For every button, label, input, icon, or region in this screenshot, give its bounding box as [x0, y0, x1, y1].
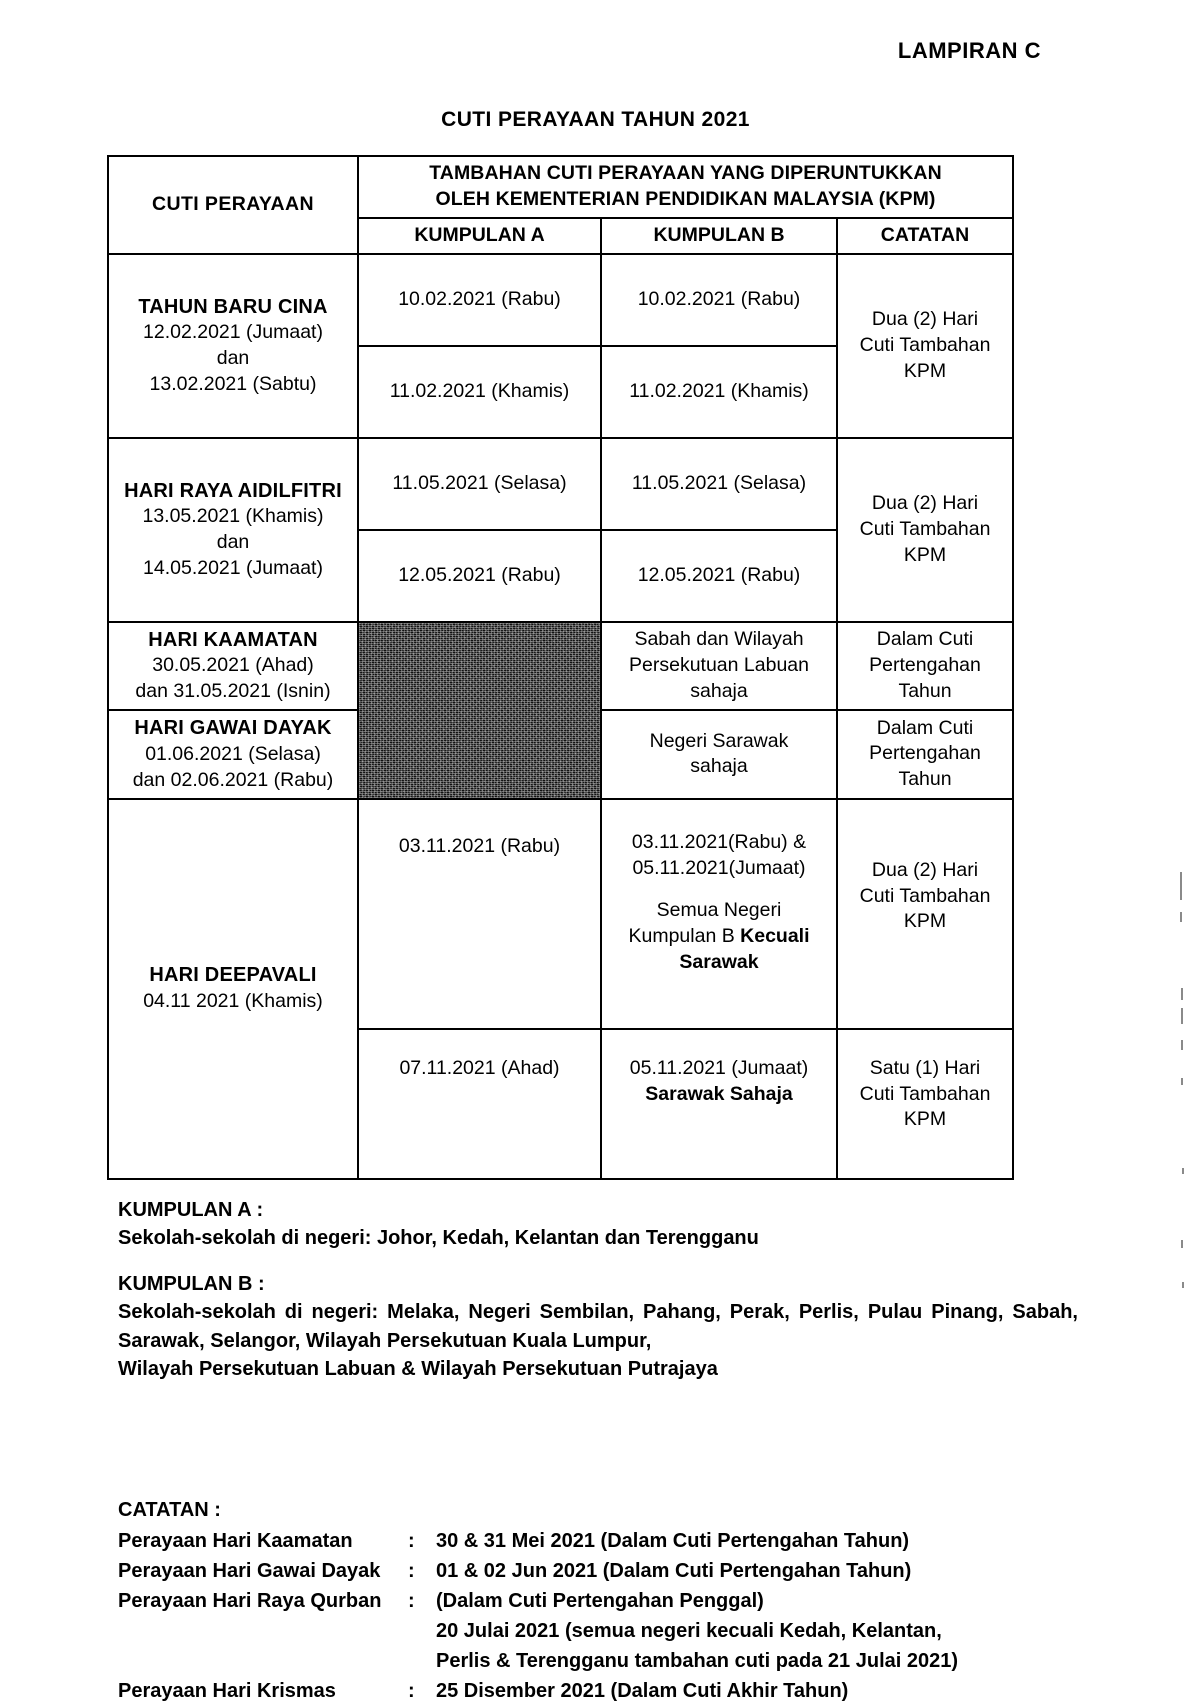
lampiran-label: LAMPIRAN C — [897, 38, 1041, 63]
cell-holiday-hari-gawai-dayak — [108, 710, 358, 798]
kumpulan-b-note-text-1: Sekolah-sekolah di negeri: Melaka, Negeri Sembilan, Pahang, Perak, Perlis, Pulau Pinang, Sabah, Sarawak, Selangor, Wilayah Persekutuan Kuala Lumpur, — [118, 1301, 1078, 1352]
table-row — [108, 799, 1013, 1029]
catatan-line: Cuti Tambahan — [859, 517, 991, 540]
catatan-item — [118, 1527, 958, 1557]
kumpulan-b-line: 03.11.2021(Rabu) & — [631, 830, 807, 853]
holiday-date-line: 01.06.2021 (Selasa) — [145, 742, 321, 765]
kumpulan-a-note-text: Sekolah-sekolah di negeri: Johor, Kedah, Kelantan dan Terengganu — [118, 1227, 759, 1250]
catatan-item-colon: : — [408, 1530, 415, 1552]
catatan-line: KPM — [903, 910, 947, 933]
header-group-title-line1: TAMBAHAN CUTI PERAYAAN YANG DIPERUNTUKKAN — [429, 162, 942, 184]
catatan-item-label: Perayaan Hari Raya Qurban — [118, 1590, 382, 1612]
catatan-line: Pertengahan — [869, 654, 981, 677]
cell-holiday-hari-deepavali — [108, 799, 358, 1179]
kumpulan-b-line: Sabah dan Wilayah — [634, 628, 804, 651]
holiday-name: HARI KAAMATAN — [148, 628, 318, 651]
cell-kumpulan-b — [601, 622, 837, 710]
footer-notes — [118, 1196, 1078, 1383]
scan-artifact — [1181, 988, 1183, 1000]
table-body — [108, 254, 1013, 1179]
catatan-line: Cuti Tambahan — [859, 1082, 991, 1105]
table-header-row-1 — [108, 156, 1013, 218]
catatan-line: KPM — [903, 359, 947, 382]
kumpulan-b-line: 05.11.2021(Jumaat) — [632, 856, 806, 879]
kumpulan-b-note-text-2: Wilayah Persekutuan Labuan & Wilayah Persekutuan Putrajaya — [118, 1357, 718, 1380]
holiday-name: HARI GAWAI DAYAK — [134, 717, 332, 740]
holiday-date-line: dan 31.05.2021 (Isnin) — [135, 680, 331, 703]
catatan-line: Dua (2) Hari — [871, 307, 979, 330]
table-row — [108, 438, 1013, 530]
cell-kumpulan-a: 12.05.2021 (Rabu) — [358, 530, 601, 622]
kumpulan-b-line: sahaja — [690, 755, 748, 778]
cell-catatan — [837, 1029, 1013, 1179]
cell-kumpulan-a: 11.05.2021 (Selasa) — [358, 438, 601, 530]
kumpulan-b-text-bold: Kecuali — [740, 925, 810, 948]
scan-artifact — [1182, 1282, 1184, 1288]
cell-kumpulan-a: 03.11.2021 (Rabu) — [358, 799, 601, 1029]
catatan-item-label — [118, 1617, 408, 1647]
catatan-item — [118, 1617, 958, 1647]
catatan-line: Dua (2) Hari — [871, 491, 979, 514]
catatan-item-value: Perlis & Terengganu tambahan cuti pada 21 Julai 2021) — [436, 1650, 959, 1672]
catatan-section-title: CATATAN : — [118, 1499, 221, 1521]
catatan-item-colon — [408, 1647, 436, 1677]
catatan-line: Dalam Cuti — [876, 628, 974, 651]
catatan-item-value: (Dalam Cuti Pertengahan Penggal) — [436, 1590, 764, 1612]
holiday-date-line: 13.02.2021 (Sabtu) — [149, 373, 317, 396]
catatan-line: Tahun — [898, 768, 952, 791]
catatan-item-value: 25 Disember 2021 (Dalam Cuti Akhir Tahun) — [436, 1680, 849, 1702]
holiday-date-line: 12.02.2021 (Jumaat) — [143, 321, 323, 344]
holiday-date-conjunction: dan — [216, 347, 250, 370]
cell-holiday-hari-raya-aidilfitri — [108, 438, 358, 622]
scan-artifact — [1180, 872, 1182, 900]
scan-artifact — [1180, 912, 1182, 922]
scan-artifact — [1181, 1078, 1183, 1085]
cuti-perayaan-table — [107, 155, 1014, 1180]
catatan-line: Cuti Tambahan — [859, 884, 991, 907]
cuti-perayaan-table-wrapper — [107, 155, 1012, 1180]
catatan-line: KPM — [903, 1108, 947, 1131]
cell-catatan — [837, 254, 1013, 438]
holiday-date-line: 13.05.2021 (Khamis) — [142, 505, 324, 528]
kumpulan-b-line: Sarawak Sahaja — [645, 1082, 793, 1105]
holiday-date-line: 04.11 2021 (Khamis) — [143, 989, 323, 1012]
catatan-item — [118, 1647, 958, 1677]
cell-kumpulan-b: 11.02.2021 (Khamis) — [601, 346, 837, 438]
cell-catatan — [837, 438, 1013, 622]
catatan-list — [118, 1527, 958, 1707]
scan-artifact — [1182, 1168, 1184, 1174]
header-group-title-line2: OLEH KEMENTERIAN PENDIDIKAN MALAYSIA (KPM) — [435, 187, 936, 210]
catatan-item-colon — [408, 1617, 436, 1647]
catatan-item — [118, 1557, 958, 1587]
holiday-date-line: 14.05.2021 (Jumaat) — [143, 557, 323, 580]
kumpulan-b-line: Negeri Sarawak — [649, 729, 789, 752]
scan-artifact — [1181, 1008, 1183, 1024]
cell-kumpulan-a: 07.11.2021 (Ahad) — [358, 1029, 601, 1179]
catatan-item — [118, 1677, 958, 1707]
catatan-line: KPM — [903, 543, 947, 566]
cell-kumpulan-b: 10.02.2021 (Rabu) — [601, 254, 837, 346]
catatan-line: Dua (2) Hari — [871, 858, 979, 881]
catatan-item — [118, 1587, 958, 1617]
kumpulan-b-line: Sarawak — [679, 951, 759, 974]
catatan-item-value: 20 Julai 2021 (semua negeri kecuali Kedah, Kelantan, — [436, 1620, 942, 1642]
kumpulan-b-text-normal: Kumpulan B — [628, 925, 741, 948]
scan-artifact — [1181, 1240, 1183, 1248]
cell-catatan — [837, 622, 1013, 710]
kumpulan-b-line: Persekutuan Labuan — [629, 654, 809, 677]
catatan-item-colon: : — [408, 1590, 415, 1612]
kumpulan-a-note-title: KUMPULAN A : — [118, 1199, 264, 1221]
kumpulan-b-line: sahaja — [690, 679, 748, 702]
cell-holiday-tahun-baru-cina — [108, 254, 358, 438]
cell-kumpulan-b — [601, 710, 837, 798]
header-cuti-perayaan: CUTI PERAYAAN — [108, 156, 358, 254]
catatan-line: Pertengahan — [869, 742, 981, 765]
cell-kumpulan-b: 11.05.2021 (Selasa) — [601, 438, 837, 530]
holiday-date-conjunction: dan — [216, 531, 250, 554]
holiday-name: HARI RAYA AIDILFITRI — [124, 479, 342, 502]
scan-artifact — [1181, 1040, 1183, 1050]
cell-kumpulan-a-shaded-not-applicable — [358, 622, 601, 799]
catatan-line: Tahun — [898, 679, 952, 702]
catatan-item-label: Perayaan Hari Krismas — [118, 1680, 336, 1702]
catatan-section — [118, 1496, 1128, 1707]
catatan-item-label: Perayaan Hari Gawai Dayak — [118, 1560, 381, 1582]
table-row — [108, 254, 1013, 346]
table-row — [108, 622, 1013, 710]
kumpulan-b-line — [607, 924, 831, 950]
cell-catatan — [837, 710, 1013, 798]
cell-holiday-hari-kaamatan — [108, 622, 358, 710]
holiday-date-line: 30.05.2021 (Ahad) — [152, 654, 314, 677]
cell-kumpulan-a: 11.02.2021 (Khamis) — [358, 346, 601, 438]
catatan-line: Cuti Tambahan — [859, 333, 991, 356]
catatan-line: Satu (1) Hari — [869, 1056, 981, 1079]
kumpulan-a-note — [118, 1196, 1078, 1253]
table-header — [108, 156, 1013, 254]
holiday-name: HARI DEEPAVALI — [149, 964, 317, 987]
spacer — [607, 881, 831, 898]
header-catatan: CATATAN — [837, 218, 1013, 254]
catatan-item-colon: : — [408, 1680, 415, 1702]
catatan-item-value: 01 & 02 Jun 2021 (Dalam Cuti Pertengahan Tahun) — [436, 1560, 912, 1582]
catatan-item-colon: : — [408, 1560, 415, 1582]
kumpulan-b-note — [118, 1270, 1078, 1384]
header-group-title — [358, 156, 1013, 218]
kumpulan-b-line: Semua Negeri — [656, 899, 782, 922]
holiday-name: TAHUN BARU CINA — [138, 295, 328, 318]
header-kumpulan-b: KUMPULAN B — [601, 218, 837, 254]
header-kumpulan-a: KUMPULAN A — [358, 218, 601, 254]
catatan-item-label: Perayaan Hari Kaamatan — [118, 1530, 353, 1552]
catatan-line: Dalam Cuti — [876, 716, 974, 739]
catatan-item-label — [118, 1647, 408, 1677]
page-title: CUTI PERAYAAN TAHUN 2021 — [441, 108, 750, 131]
cell-catatan — [837, 799, 1013, 1029]
holiday-date-line: dan 02.06.2021 (Rabu) — [132, 768, 334, 791]
cell-kumpulan-b — [601, 1029, 837, 1179]
cell-kumpulan-b — [601, 799, 837, 1029]
kumpulan-b-line: 05.11.2021 (Jumaat) — [629, 1056, 809, 1079]
kumpulan-b-note-title: KUMPULAN B : — [118, 1272, 265, 1295]
cell-kumpulan-a: 10.02.2021 (Rabu) — [358, 254, 601, 346]
cell-kumpulan-b: 12.05.2021 (Rabu) — [601, 530, 837, 622]
catatan-item-value: 30 & 31 Mei 2021 (Dalam Cuti Pertengahan Tahun) — [436, 1530, 910, 1552]
